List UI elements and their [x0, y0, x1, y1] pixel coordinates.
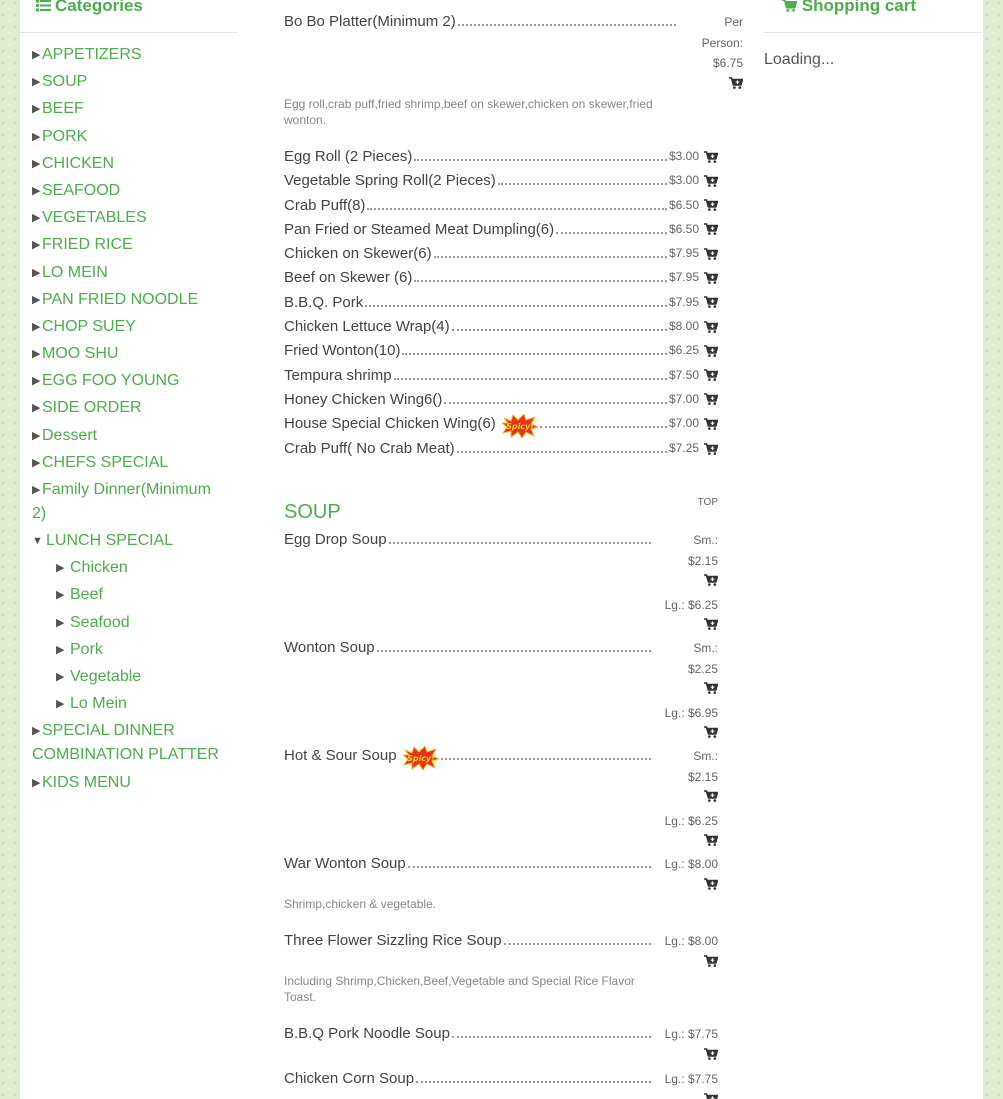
leader-dots	[402, 341, 667, 355]
caret-right-icon: ▶	[56, 670, 65, 683]
caret-right-icon: ▶	[32, 76, 41, 89]
category-label: SIDE ORDER	[42, 399, 142, 417]
add-to-cart-icon[interactable]	[704, 151, 718, 163]
section-title: SOUP	[284, 501, 341, 524]
add-to-cart-icon[interactable]	[704, 369, 718, 381]
top-link[interactable]: TOP	[697, 497, 718, 509]
category-label: KIDS MENU	[42, 773, 131, 791]
category-chefs-special[interactable]	[32, 451, 220, 475]
item-price: $7.00	[668, 391, 699, 406]
item-price: $6.50	[668, 221, 699, 236]
item-description: Egg roll,crab puff,fried shrimp,beef on skewer,chicken on skewer,fried wonton.	[284, 97, 653, 127]
sub-category-label: Chicken	[70, 559, 128, 577]
price-prefix: Lg.:	[664, 857, 685, 872]
leader-dots	[389, 530, 651, 544]
caret-right-icon: ▶	[32, 402, 41, 415]
sub-category-chicken[interactable]	[56, 556, 220, 580]
appetizer-list	[284, 147, 718, 464]
category-chop-suey[interactable]	[32, 315, 220, 339]
category-label: LUNCH SPECIAL	[46, 532, 174, 550]
leader-dots	[394, 366, 667, 380]
spicy-label: Spicy!	[406, 754, 435, 764]
category-label: CHEFS SPECIAL	[42, 453, 169, 471]
category-seafood[interactable]	[32, 179, 220, 203]
menu-item	[284, 366, 718, 390]
add-to-cart-icon[interactable]	[704, 393, 718, 405]
leader-dots	[452, 1024, 651, 1038]
leader-dots	[452, 317, 667, 331]
category-label: LO MEIN	[42, 263, 108, 281]
category-label: VEGETABLES	[42, 209, 147, 227]
item-description: Shrimp,chicken & vegetable.	[284, 897, 437, 912]
item-price: $7.75	[687, 1027, 718, 1042]
category-label: BEEF	[42, 100, 84, 118]
category-label: PORK	[42, 127, 88, 145]
sub-category-beef[interactable]	[56, 583, 220, 607]
add-to-cart-icon[interactable]	[704, 223, 718, 235]
category-label: Dessert	[42, 426, 98, 444]
item-name: Wonton Soup	[284, 639, 375, 657]
caret-right-icon: ▶	[56, 562, 65, 575]
caret-right-icon: ▶	[32, 776, 41, 789]
price-prefix: Sm.:	[693, 641, 718, 656]
menu-item	[284, 171, 718, 195]
menu-item	[284, 854, 718, 931]
item-price: $2.15	[687, 553, 718, 568]
caret-right-icon: ▶	[56, 616, 65, 629]
sub-category-label: Beef	[70, 586, 103, 604]
leader-dots	[367, 196, 667, 210]
add-to-cart-icon[interactable]	[704, 790, 718, 802]
category-label: APPETIZERS	[42, 46, 142, 63]
item-name: Chicken on Skewer(6)	[284, 245, 432, 263]
leader-dots	[556, 220, 667, 234]
item-name: Fried Wonton(10)	[284, 342, 401, 360]
price-prefix: Lg.:	[664, 934, 685, 949]
category-soup[interactable]	[32, 70, 220, 94]
soup-list	[284, 530, 718, 1099]
add-to-cart-icon[interactable]	[704, 1093, 718, 1099]
caret-right-icon: ▶	[32, 130, 41, 143]
item-name: Pan Fried or Steamed Meat Dumpling(6)	[284, 220, 555, 238]
category-dessert[interactable]	[32, 424, 220, 448]
item-description: Including Shrimp,Chicken,Beef,Vegetable and Special Rice Flavor Toast.	[284, 974, 635, 1005]
sub-category-label: Lo Mein	[70, 695, 127, 713]
add-to-cart-icon[interactable]	[704, 345, 718, 357]
menu-item	[284, 147, 718, 171]
leader-dots	[441, 746, 651, 760]
menu-content	[258, 0, 743, 1099]
item-name: Honey Chicken Wing6()	[284, 390, 443, 408]
item-price: $7.95	[668, 270, 699, 285]
item-price: $8.00	[668, 319, 699, 334]
leader-dots	[457, 439, 667, 453]
cart-title: Shopping cart	[801, 0, 917, 15]
caret-right-icon: ▶	[32, 239, 41, 252]
menu-item	[284, 390, 718, 414]
sub-category-label: Vegetable	[70, 667, 142, 685]
add-to-cart-icon[interactable]	[704, 878, 718, 890]
category-chicken[interactable]	[32, 152, 220, 176]
caret-right-icon: ▶	[32, 103, 41, 116]
price-prefix: Sm.:	[693, 749, 718, 764]
menu-item	[284, 638, 718, 746]
item-name: Beef on Skewer (6)	[284, 269, 413, 287]
caret-right-icon: ▶	[32, 266, 41, 279]
category-label: MOO SHU	[42, 345, 119, 363]
category-appetizers[interactable]	[32, 43, 220, 67]
leader-dots	[365, 293, 667, 307]
caret-right-icon: ▶	[56, 643, 65, 656]
add-to-cart-icon[interactable]	[704, 248, 718, 260]
item-price: $7.95	[668, 294, 699, 309]
caret-right-icon: ▶	[32, 212, 41, 225]
item-price: $7.00	[668, 416, 699, 431]
sub-category-label: Pork	[70, 640, 103, 658]
leader-dots	[498, 171, 667, 185]
lunch-special-sublist	[32, 556, 220, 716]
leader-dots	[540, 414, 667, 428]
item-price: $6.25	[687, 813, 718, 828]
item-name: Bo Bo Platter(Minimum 2)	[284, 13, 456, 30]
caret-right-icon: ▶	[32, 725, 41, 738]
section-header-soup	[284, 497, 743, 533]
category-label: SEAFOOD	[42, 181, 121, 199]
menu-item	[284, 414, 718, 439]
item-price: $6.95	[687, 705, 718, 720]
add-to-cart-icon[interactable]	[704, 443, 718, 455]
category-pork[interactable]	[32, 125, 220, 149]
item-name: Hot & Sour Soup	[284, 747, 397, 765]
item-price: $6.25	[668, 343, 699, 358]
price-prefix: Lg.:	[664, 813, 685, 828]
menu-item	[284, 746, 718, 854]
leader-dots	[377, 638, 651, 652]
leader-dots	[504, 931, 651, 945]
add-to-cart-icon[interactable]	[704, 682, 718, 694]
item-name: Egg Roll (2 Pieces)	[284, 148, 413, 165]
item-name: Egg Drop Soup	[284, 531, 387, 549]
price-prefix: Per Person:	[701, 15, 743, 50]
spicy-badge-icon	[502, 414, 538, 438]
price-prefix: Lg.:	[664, 1027, 685, 1042]
menu-item	[284, 1069, 718, 1099]
item-name: Crab Puff( No Crab Meat)	[284, 440, 455, 458]
menu-item	[284, 12, 743, 128]
menu-item	[284, 268, 718, 292]
caret-right-icon: ▶	[56, 589, 65, 602]
leader-dots	[414, 147, 667, 161]
leader-dots	[444, 390, 667, 404]
category-label: FRIED RICE	[42, 236, 133, 254]
cart-header	[764, 0, 982, 33]
add-to-cart-icon[interactable]	[729, 77, 743, 89]
category-vegetables[interactable]	[32, 206, 220, 230]
menu-item	[284, 293, 718, 317]
spicy-label: Spicy!	[505, 422, 534, 432]
item-price: $6.75	[712, 56, 743, 70]
item-price: $8.00	[687, 934, 718, 949]
category-list	[20, 33, 220, 795]
caret-right-icon: ▶	[32, 49, 41, 61]
caret-right-icon: ▶	[32, 375, 41, 388]
add-to-cart-icon[interactable]	[704, 618, 718, 630]
item-name: B.B.Q. Pork	[284, 293, 364, 311]
leader-dots	[416, 1069, 651, 1083]
caret-right-icon: ▶	[32, 320, 41, 333]
item-price: $7.25	[668, 441, 699, 456]
spicy-badge-icon	[403, 746, 439, 770]
category-pan-fried-noodle[interactable]	[32, 288, 220, 312]
price-prefix: Lg.:	[664, 1072, 685, 1087]
menu-item	[284, 341, 718, 365]
menu-item	[284, 530, 718, 638]
category-label: PAN FRIED NOODLE	[42, 290, 199, 308]
leader-dots	[434, 244, 667, 258]
shopping-cart-panel	[743, 0, 983, 1099]
add-to-cart-icon[interactable]	[704, 574, 718, 586]
caret-right-icon: ▶	[32, 348, 41, 361]
caret-down-icon: ▼	[32, 535, 43, 548]
item-name: House Special Chicken Wing(6)	[284, 415, 496, 433]
category-label: Family Dinner(Minimum 2)	[32, 481, 211, 522]
category-lunch-special[interactable]	[32, 529, 220, 716]
item-price: $3.00	[668, 149, 699, 163]
sub-category-pork[interactable]	[56, 638, 220, 662]
price-prefix: Lg.:	[664, 597, 685, 612]
item-name: Crab Puff(8)	[284, 196, 366, 214]
menu-item	[284, 1024, 718, 1069]
item-name: B.B.Q Pork Noodle Soup	[284, 1025, 450, 1043]
menu-item	[284, 439, 718, 464]
caret-right-icon: ▶	[32, 456, 41, 469]
item-price: $3.00	[668, 173, 699, 188]
category-special-dinner-combination[interactable]	[32, 719, 220, 767]
caret-right-icon: ▶	[56, 698, 65, 711]
category-label: SOUP	[42, 73, 88, 91]
caret-right-icon: ▶	[32, 293, 41, 306]
categories-sidebar	[20, 0, 258, 1099]
category-lo-mein[interactable]	[32, 261, 220, 285]
category-label: SPECIAL DINNER COMBINATION PLATTER	[32, 722, 219, 764]
item-price: $8.00	[687, 857, 718, 872]
item-price: $6.25	[687, 597, 718, 612]
add-to-cart-icon[interactable]	[704, 834, 718, 846]
item-name: Chicken Lettuce Wrap(4)	[284, 318, 450, 336]
price-prefix: Lg.:	[664, 705, 685, 720]
category-side-order[interactable]	[32, 396, 220, 420]
menu-item	[284, 244, 718, 268]
sub-category-vegetable[interactable]	[56, 665, 220, 689]
category-label: EGG FOO YOUNG	[42, 372, 180, 390]
menu-item	[284, 196, 718, 220]
item-price: $7.95	[668, 246, 699, 261]
caret-right-icon: ▶	[32, 429, 41, 442]
item-name: War Wonton Soup	[284, 855, 406, 873]
add-to-cart-icon[interactable]	[704, 955, 718, 967]
list-icon	[36, 0, 51, 12]
item-price: $2.25	[687, 661, 718, 676]
category-label: CHICKEN	[42, 154, 115, 172]
category-family-dinner[interactable]	[32, 478, 220, 526]
categories-title: Categories	[55, 0, 143, 15]
item-name: Vegetable Spring Roll(2 Pieces)	[284, 172, 496, 190]
category-beef[interactable]	[32, 97, 220, 121]
category-egg-foo-young[interactable]	[32, 369, 220, 393]
category-kids-menu[interactable]	[32, 771, 220, 795]
add-to-cart-icon[interactable]	[704, 296, 718, 308]
categories-header	[20, 0, 238, 33]
category-label: CHOP SUEY	[42, 317, 136, 335]
category-moo-shu[interactable]	[32, 342, 220, 366]
menu-item	[284, 931, 718, 1024]
item-price: $6.50	[668, 197, 699, 212]
item-name: Chicken Corn Soup	[284, 1070, 415, 1088]
menu-item	[284, 220, 718, 244]
item-name: Three Flower Sizzling Rice Soup	[284, 932, 502, 950]
cart-status: Loading...	[764, 51, 835, 68]
add-to-cart-icon[interactable]	[704, 175, 718, 187]
caret-right-icon: ▶	[32, 184, 41, 197]
caret-right-icon: ▶	[32, 157, 41, 170]
item-price: $7.50	[668, 367, 699, 382]
menu-item	[284, 317, 718, 341]
sub-category-lo-mein[interactable]	[56, 692, 220, 716]
item-price: $7.75	[687, 1072, 718, 1087]
add-to-cart-icon[interactable]	[704, 418, 718, 430]
add-to-cart-icon[interactable]	[704, 726, 718, 738]
leader-dots	[414, 268, 667, 282]
price-prefix: Sm.:	[693, 533, 718, 548]
add-to-cart-icon[interactable]	[704, 1048, 718, 1060]
add-to-cart-icon[interactable]	[704, 199, 718, 211]
leader-dots	[408, 854, 651, 868]
sub-category-seafood[interactable]	[56, 611, 220, 635]
caret-right-icon: ▶	[32, 484, 41, 496]
add-to-cart-icon[interactable]	[704, 321, 718, 333]
shopping-cart-icon	[782, 0, 797, 12]
category-fried-rice[interactable]	[32, 233, 220, 257]
item-price: $2.15	[687, 769, 718, 784]
leader-dots	[458, 12, 676, 26]
item-name: Tempura shrimp	[284, 366, 392, 384]
sub-category-label: Seafood	[70, 613, 130, 631]
add-to-cart-icon[interactable]	[704, 272, 718, 284]
